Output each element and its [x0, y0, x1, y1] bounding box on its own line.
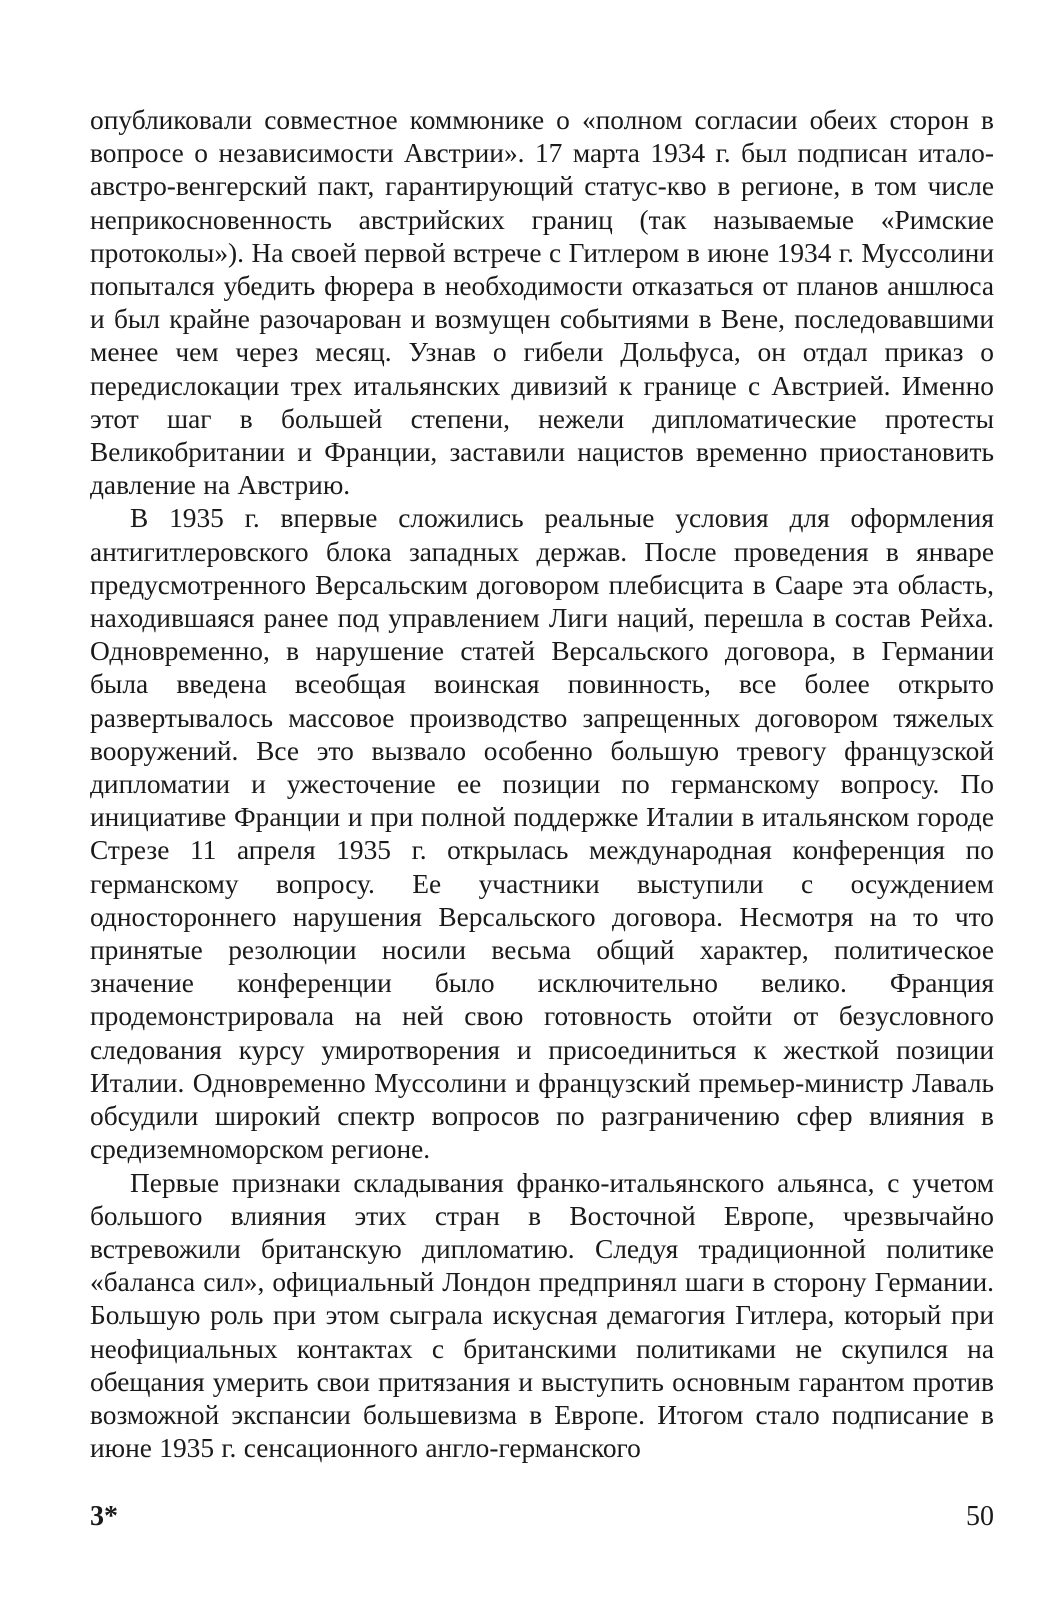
page-body	[90, 104, 994, 1465]
page-footer	[90, 1497, 994, 1537]
paragraph-3: Первые признаки складывания франко-итальянского альянса, с учетом большого влияния этих стран в Восточной Европе, чрезвычайно встревожили британскую дипломатию. Следуя традиционной политике «баланса сил», официальный Лондон предпринял шаги в сторону Германии. Большую роль при этом сыграла искусная демагогия Гитлера, который при неофициальных контактах с британскими политиками не скупился на обещания умерить свои притязания и выступить основным гарантом против возможной экспансии большевизма в Европе. Итогом стало подписание в июне 1935 г. сенсационного англо-германского	[90, 1167, 994, 1464]
paragraph-1: опубликовали совместное коммюнике о «полном согласии обеих сторон в вопросе о независимости Австрии». 17 марта 1934 г. был подписан итало-австро-венгерский пакт, гарантирующий статус-кво в регионе, в том числе неприкосновенность австрийских границ (так называемые «Римские протоколы»). На своей первой встрече с Гитлером в июне 1934 г. Муссолини попытался убедить фюрера в необходимости отказаться от планов аншлюса и был крайне разочарован и возмущен событиями в Вене, последовавшими менее чем через месяц. Узнав о гибели Дольфуса, он отдал приказ о передислокации трех итальянских дивизий к границе с Австрией. Именно этот шаг в большей степени, нежели дипломатические протесты Великобритании и Франции, заставили нацистов временно приостановить давление на Австрию.	[90, 105, 994, 501]
page-number: 50	[966, 1501, 994, 1532]
signature-mark: 3*	[90, 1501, 118, 1532]
paragraph-2: В 1935 г. впервые сложились реальные условия для оформления антигитлеровского блока западных держав. После проведения в январе предусмотренного Версальским договором плебисцита в Сааре эта область, находившаяся ранее под управлением Лиги наций, перешла в состав Рейха. Одновременно, в нарушение статей Версальского договора, в Германии была введена всеобщая воинская повинность, все более открыто развертывалось массовое производство запрещенных договором тяжелых вооружений. Все это вызвало особенно большую тревогу французской дипломатии и ужесточение ее позиции по германскому вопросу. По инициативе Франции и при полной поддержке Италии в итальянском городе Стрезе 11 апреля 1935 г. открылась международная конференция по германскому вопросу. Ее участники выступили с осуждением одностороннего нарушения Версальского договора. Несмотря на то что принятые резолюции носили весьма общий характер, политическое значение конференции было исключительно велико. Франция продемонстрировала на ней свою готовность отойти от безусловного следования курсу умиротворения и присоединиться к жесткой позиции Италии. Одновременно Муссолини и французский премьер-министр Лаваль обсудили широкий спектр вопросов по разграничению сфер влияния в средиземноморском регионе.	[90, 503, 994, 1165]
